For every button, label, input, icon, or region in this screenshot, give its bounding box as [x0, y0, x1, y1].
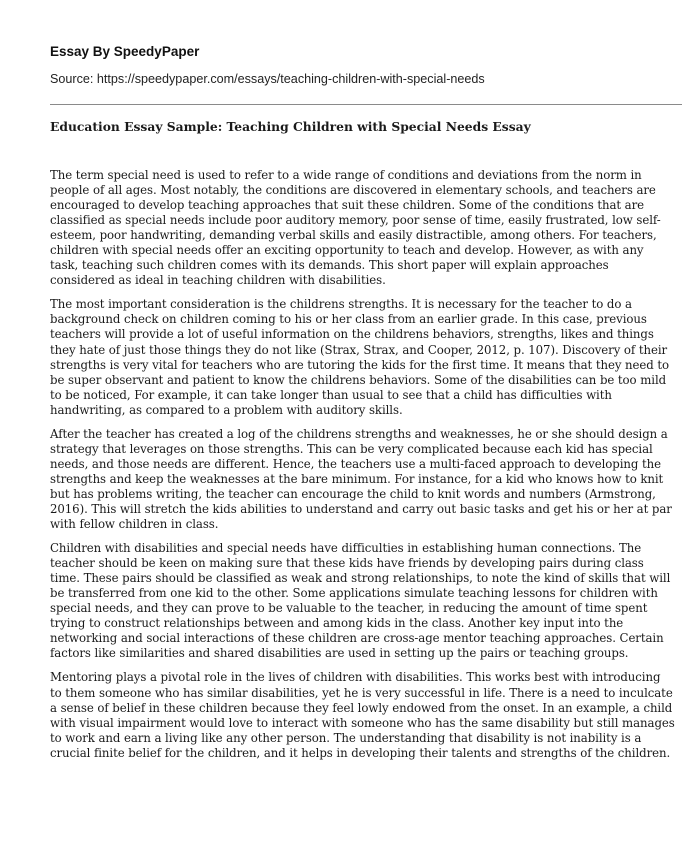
- essay-paragraph-3: After the teacher has created a log of the childrens strengths and weaknesses, he or she should design a strategy that leverages on those strengths. This can be very complicated because each kid has special needs, and those needs are different. Hence, the teachers use a multi-faced approach to developing the strengths and keep the weaknesses at the bare minimum. For instance, for a kid who knows how to knit but has problems writing, the teacher can encourage the child to knit words and numbers (Armstrong, 2016). This will stretch the kids abilities to understand and carry out basic tasks and get his or her at par with fellow children in class.: [50, 426, 672, 532]
- essay-title: Education Essay Sample: Teaching Children with Special Needs Essay: [50, 119, 531, 134]
- essay-paragraph-5: Mentoring plays a pivotal role in the lives of children with disabilities. This works best with introducing to them someone who has similar disabilities, yet he is very successful in life. There is a need to inculcate a sense of belief in these children because they feel lowly endowed from the onset. In an example, a child with visual impairment would love to interact with someone who has the same disability but still manages to work and earn a living like any other person. The understanding that disability is not inability is a crucial finite belief for the children, and it helps in developing their talents and strengths of the children.: [50, 670, 675, 760]
- essay-paragraph-4: Children with disabilities and special needs have difficulties in establishing human connections. The teacher should be keen on making sure that these kids have friends by developing pairs during class time. These pairs should be classified as weak and strong relationships, to note the kind of skills that will be transferred from one kid to the other. Some applications simulate teaching lessons for children with special needs, and they can prove to be valuable to the teacher, in reducing the amount of time spent trying to construct relationships between and among kids in the class. Another key input into the networking and social interactions of these children are cross-age mentor teaching approaches. Certain factors like similarities and shared disabilities are used in setting up the pairs or teaching groups.: [50, 541, 671, 661]
- essay-paragraph-2: The most important consideration is the childrens strengths. It is necessary for the teacher to do a background check on children coming to his or her class from an earlier grade. In this case, previous teachers will provide a lot of useful information on the childrens behaviors, strengths, likes and things they hate of just those things they do not like (Strax, Strax, and Cooper, 2012, p. 107). Discovery of their strengths is very vital for teachers who are tutoring the kids for the first time. It means that they need to be super observant and patient to know the childrens behaviors. Some of the disabilities can be too mild to be noticed, For example, it can take longer than usual to see that a child has difficulties with handwriting, as compared to a problem with auditory skills.: [50, 297, 670, 417]
- source-line: Source: https://speedypaper.com/essays/teaching-children-with-special-needs: [50, 72, 485, 86]
- document-header-title: Essay By SpeedyPaper: [50, 44, 200, 59]
- essay-paragraph-1: The term special need is used to refer to a wide range of conditions and deviations from the norm in people of all ages. Most notably, the conditions are discovered in elementary schools, and teachers are encouraged to develop teaching approaches that suit these children. Some of the conditions that are classified as special needs include poor auditory memory, poor sense of time, easily frustrated, low self-esteem, poor handwriting, demanding verbal skills and easily distractible, among others. For teachers, children with special needs offer an exciting opportunity to teach and develop. However, as with any task, teaching such children comes with its demands. This short paper will explain approaches considered as ideal in teaching children with disabilities.: [50, 168, 661, 288]
- header-divider: [50, 104, 682, 105]
